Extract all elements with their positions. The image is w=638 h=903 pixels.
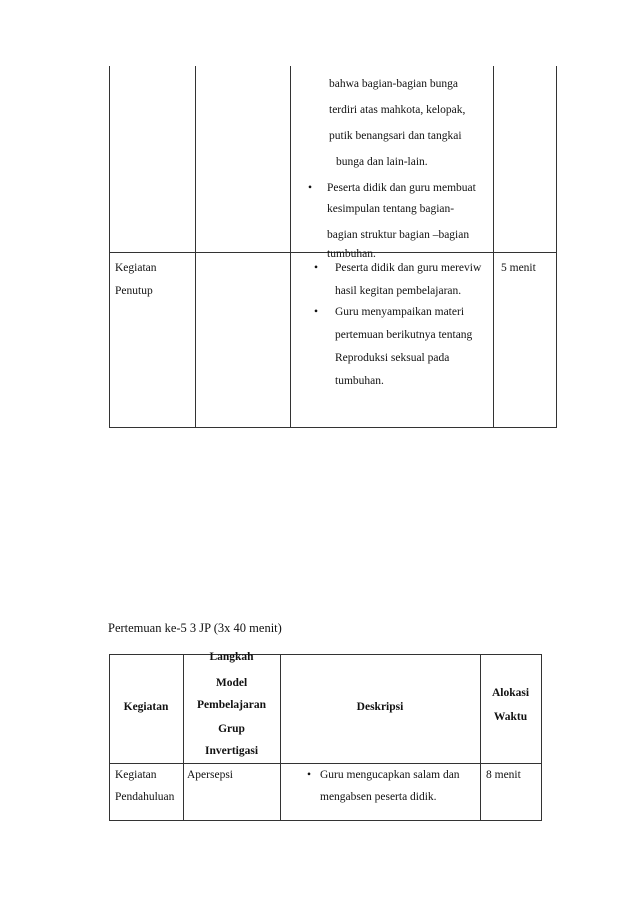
bullet-icon: • [314, 262, 319, 274]
description-line: Reproduksi seksual pada [335, 352, 450, 364]
table-left-border [109, 654, 110, 821]
activity-label: Penutup [115, 285, 153, 297]
table-bottom-border [109, 427, 557, 428]
meeting-5-table [109, 651, 542, 821]
column-divider [493, 66, 494, 428]
description-line: bagian struktur bagian –bagian [327, 229, 470, 241]
step-label: Apersepsi [187, 769, 233, 781]
time-allocation: 8 menit [486, 769, 521, 781]
column-divider [195, 66, 196, 428]
header-langkah: Langkah [209, 651, 254, 663]
description-line: putik benangsari dan tangkai [329, 130, 462, 142]
description-line: pertemuan berikutnya tentang [335, 329, 473, 341]
time-allocation: 5 menit [501, 262, 536, 274]
header-alokasi: Waktu [493, 711, 528, 723]
header-langkah: Model [215, 677, 248, 689]
column-divider [280, 654, 281, 821]
description-line: terdiri atas mahkota, kelopak, [329, 104, 466, 116]
header-deskripsi: Deskripsi [356, 701, 404, 713]
table-top-border [109, 654, 542, 655]
description-line: bahwa bagian-bagian bunga [329, 78, 459, 90]
header-kegiatan: Kegiatan [123, 701, 169, 713]
description-line: tumbuhan. [335, 375, 384, 387]
table-right-border [556, 66, 557, 428]
header-langkah: Pembelajaran [197, 699, 266, 711]
header-alokasi: Alokasi [491, 687, 530, 699]
description-line: Guru mengucapkan salam dan [320, 769, 460, 781]
table-right-border [541, 654, 542, 821]
description-line: kesimpulan tentang bagian- [327, 203, 455, 215]
header-langkah: Invertigasi [204, 745, 259, 757]
column-divider [290, 66, 291, 428]
activity-label: Kegiatan [115, 262, 157, 274]
description-line: mengabsen peserta didik. [320, 791, 437, 803]
description-line: tumbuhan. [327, 248, 376, 260]
description-line: hasil kegitan pembelajaran. [335, 285, 462, 297]
bullet-icon: • [308, 182, 313, 194]
activity-label: Pendahuluan [115, 791, 175, 803]
description-line: Guru menyampaikan materi [335, 306, 465, 318]
table-left-border [109, 66, 110, 428]
meeting-heading: Pertemuan ke-5 3 JP (3x 40 menit) [108, 621, 282, 635]
description-line: Peserta didik dan guru mereviw [335, 262, 482, 274]
activity-table-continued [109, 66, 557, 428]
description-line: bunga dan lain-lain. [336, 156, 428, 168]
header-langkah: Grup [218, 723, 245, 735]
description-line: Peserta didik dan guru membuat [327, 182, 476, 194]
table-bottom-border [109, 820, 542, 821]
bullet-icon: • [314, 306, 319, 318]
bullet-icon: • [307, 769, 312, 781]
activity-label: Kegiatan [115, 769, 157, 781]
